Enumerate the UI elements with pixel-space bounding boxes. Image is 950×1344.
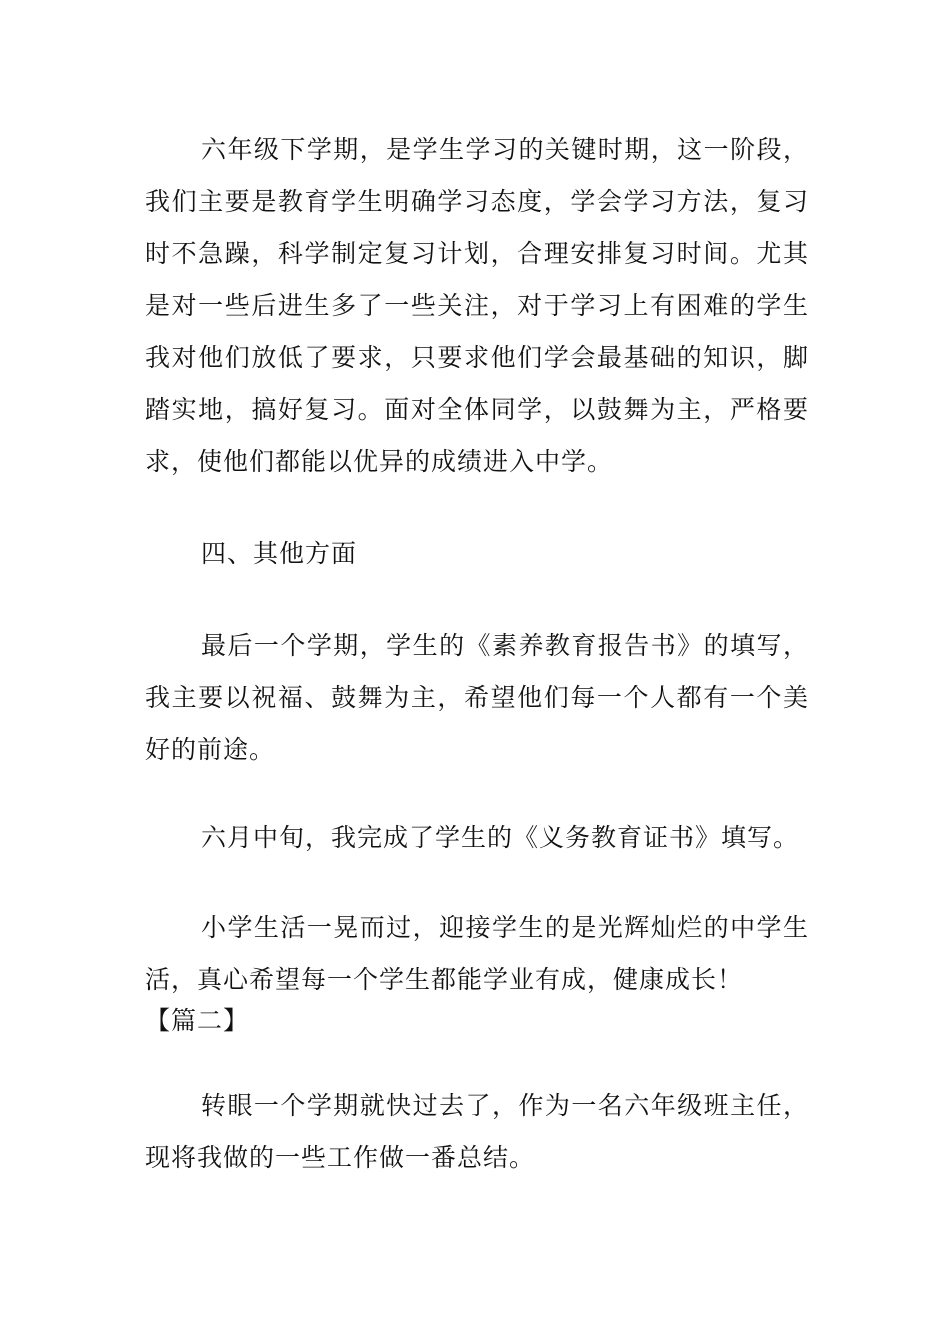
paragraph-report-book: 最后一个学期，学生的《素养教育报告书》的填写，我主要以祝福、鼓舞为主，希望他们每一个人都有一个美好的前途。 — [145, 631, 809, 764]
paragraph-gap — [145, 1036, 809, 1080]
paragraph-review-period: 六年级下学期，是学生学习的关键时期，这一阶段，我们主要是教育学生明确学习态度，学会学习方法，复习时不急躁，科学制定复习计划，合理安排复习时间。尤其是对一些后进生多了一些关注，对于学习上有困难的学生我对他们放低了要求，只要求他们学会最基础的知识，脚踏实地，搞好复习。面对全体同学，以鼓舞为主，严格要求，使他们都能以优异的成绩进入中学。 — [145, 135, 809, 476]
paragraph-gap — [145, 580, 809, 620]
paragraph-certificate: 六月中旬，我完成了学生的《义务教育证书》填写。 — [201, 823, 800, 852]
paragraph-farewell: 小学生活一晃而过，迎接学生的是光辉灿烂的中学生活，真心希望每一个学生都能学业有成，健康成长！ — [145, 913, 809, 994]
paragraph-semester-summary: 转眼一个学期就快过去了，作为一名六年级班主任，现将我做的一些工作做一番总结。 — [145, 1091, 809, 1172]
document-body — [145, 124, 809, 1184]
paragraph-gap — [145, 488, 809, 528]
paragraph-gap — [145, 776, 809, 812]
section-heading-other-aspects: 四、其他方面 — [201, 539, 358, 568]
part-two-title: 【篇二】 — [145, 1006, 250, 1035]
paragraph-gap — [145, 864, 809, 902]
